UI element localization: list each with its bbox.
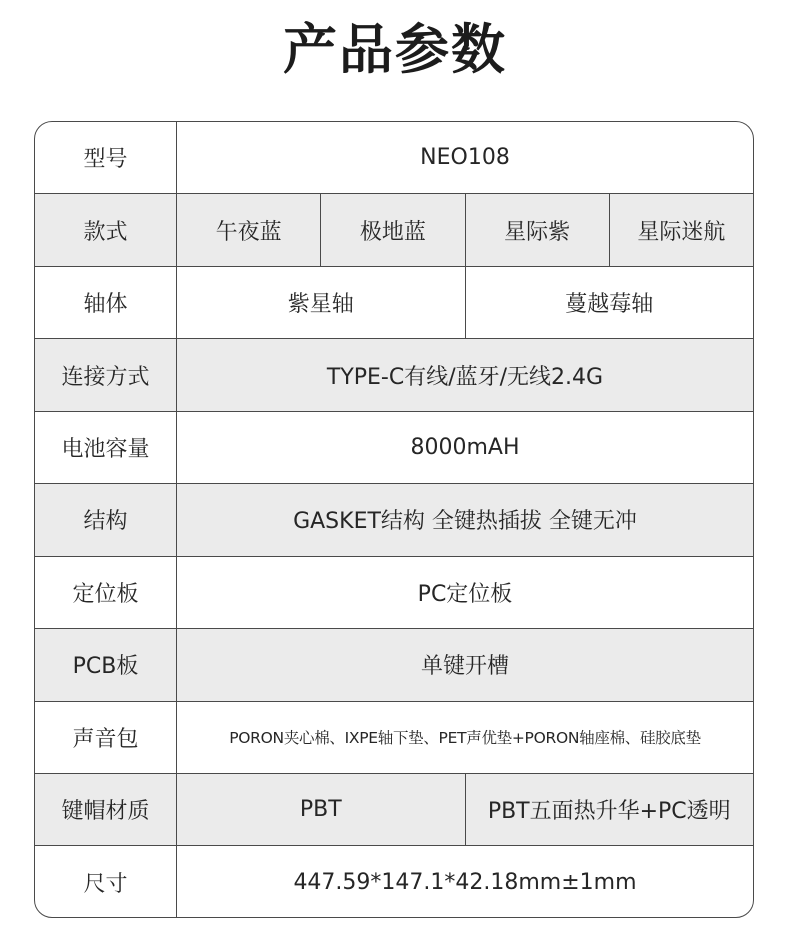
table-row-model <box>35 122 753 194</box>
row-label-plate: 定位板 <box>35 557 177 628</box>
row-value-style-2: 极地蓝 <box>321 194 465 265</box>
table-row-structure <box>35 484 753 556</box>
row-label-sound: 声音包 <box>35 702 177 773</box>
row-label-keycap: 键帽材质 <box>35 774 177 845</box>
row-label-battery: 电池容量 <box>35 412 177 483</box>
table-row-plate <box>35 557 753 629</box>
row-label-style: 款式 <box>35 194 177 265</box>
row-value-keycap-2: PBT五面热升华+PC透明 <box>487 799 731 825</box>
row-label-switch: 轴体 <box>35 267 177 338</box>
row-value-size: 447.59*147.1*42.18mm±1mm <box>293 870 637 896</box>
row-value-structure: GASKET结构 全键热插拔 全键无冲 <box>293 509 637 535</box>
row-value-switch-2: 蔓越莓轴 <box>565 292 654 318</box>
row-label-pcb: PCB板 <box>35 629 177 700</box>
row-value-pcb: 单键开槽 <box>420 654 509 680</box>
row-value-style-1: 午夜蓝 <box>177 194 321 265</box>
row-value-model: NEO108 <box>420 145 510 171</box>
row-value-style-3: 星际紫 <box>466 194 610 265</box>
table-row-size <box>35 846 753 918</box>
table-row-sound <box>35 702 753 774</box>
table-row-pcb <box>35 629 753 701</box>
table-row-style <box>35 194 753 266</box>
table-row-battery <box>35 412 753 484</box>
row-label-structure: 结构 <box>35 484 177 555</box>
row-value-sound: PORON夹心棉、IXPE轴下垫、PET声优垫+PORON轴座棉、硅胶底垫 <box>229 729 701 748</box>
table-row-keycap <box>35 774 753 846</box>
spec-table <box>34 121 754 918</box>
page-title: 产品参数 <box>283 18 507 81</box>
table-row-switch <box>35 267 753 339</box>
row-value-switch-1: 紫星轴 <box>177 267 466 338</box>
row-label-model: 型号 <box>35 122 177 193</box>
row-value-style-4: 星际迷航 <box>637 219 726 245</box>
row-value-keycap-1: PBT <box>177 774 466 845</box>
row-value-plate: PC定位板 <box>417 581 513 607</box>
row-label-size: 尺寸 <box>35 846 177 918</box>
row-label-connection: 连接方式 <box>35 339 177 410</box>
row-value-connection: TYPE-C有线/蓝牙/无线2.4G <box>326 364 604 390</box>
table-row-connection <box>35 339 753 411</box>
row-value-battery: 8000mAH <box>410 434 520 460</box>
